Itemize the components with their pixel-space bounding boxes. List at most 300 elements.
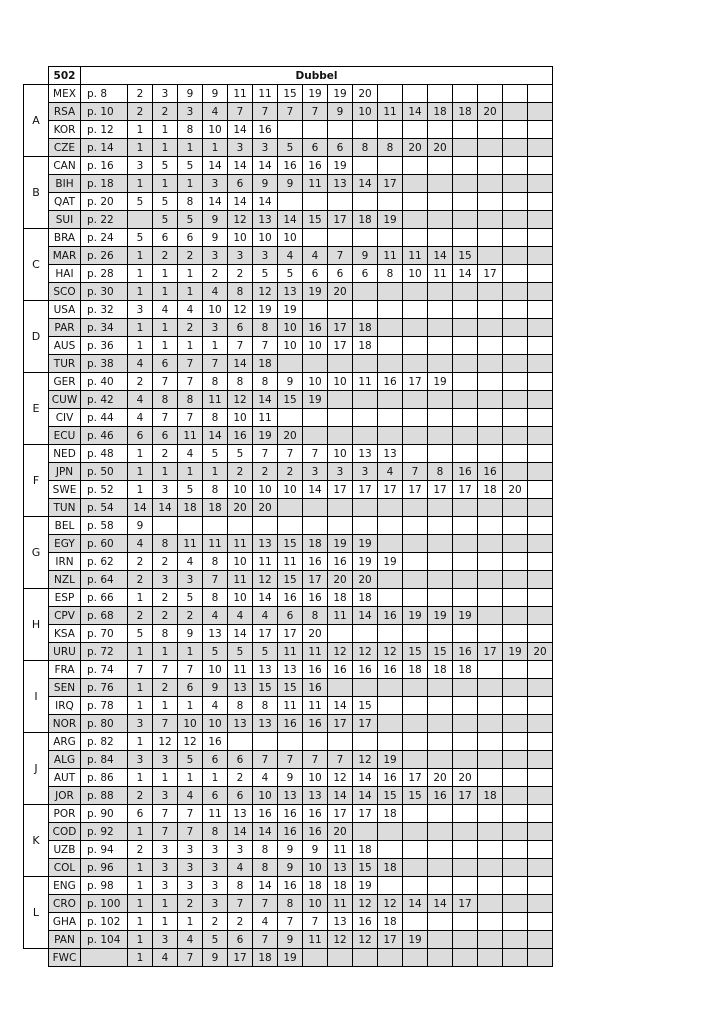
value-cell: 14 bbox=[128, 499, 153, 517]
value-cell: 2 bbox=[253, 463, 278, 481]
value-cell: 9 bbox=[278, 769, 303, 787]
value-cell bbox=[503, 949, 528, 967]
table-row bbox=[24, 661, 553, 679]
value-cell: 20 bbox=[453, 769, 478, 787]
team-code: SWE bbox=[49, 481, 81, 499]
value-cell: 8 bbox=[428, 463, 453, 481]
value-cell: 15 bbox=[303, 211, 328, 229]
value-cell bbox=[453, 499, 478, 517]
value-cell: 15 bbox=[453, 247, 478, 265]
value-cell: 3 bbox=[253, 139, 278, 157]
value-cell bbox=[403, 859, 428, 877]
value-cell: 9 bbox=[203, 211, 228, 229]
value-cell: 4 bbox=[128, 535, 153, 553]
value-cell bbox=[428, 571, 453, 589]
value-cell: 3 bbox=[203, 877, 228, 895]
team-code: URU bbox=[49, 643, 81, 661]
value-cell: 2 bbox=[228, 769, 253, 787]
table-row bbox=[24, 337, 553, 355]
value-cell: 4 bbox=[203, 607, 228, 625]
value-cell: 16 bbox=[253, 121, 278, 139]
value-cell bbox=[503, 571, 528, 589]
value-cell bbox=[453, 355, 478, 373]
table-row bbox=[24, 139, 553, 157]
value-cell: 11 bbox=[203, 805, 228, 823]
value-cell: 19 bbox=[303, 391, 328, 409]
value-cell: 7 bbox=[328, 247, 353, 265]
value-cell bbox=[178, 517, 203, 535]
value-cell bbox=[278, 193, 303, 211]
value-cell: 1 bbox=[178, 769, 203, 787]
value-cell: 9 bbox=[178, 85, 203, 103]
value-cell bbox=[378, 625, 403, 643]
page-ref: p. 74 bbox=[81, 661, 128, 679]
value-cell: 10 bbox=[328, 445, 353, 463]
value-cell: 8 bbox=[253, 841, 278, 859]
value-cell: 9 bbox=[203, 679, 228, 697]
value-cell bbox=[378, 301, 403, 319]
group-label: G bbox=[24, 517, 49, 589]
value-cell: 19 bbox=[353, 553, 378, 571]
value-cell: 14 bbox=[278, 211, 303, 229]
value-cell: 2 bbox=[178, 607, 203, 625]
value-cell bbox=[528, 463, 553, 481]
value-cell bbox=[528, 139, 553, 157]
value-cell bbox=[478, 427, 503, 445]
value-cell: 16 bbox=[278, 805, 303, 823]
value-cell bbox=[453, 949, 478, 967]
value-cell: 1 bbox=[128, 733, 153, 751]
value-cell bbox=[278, 499, 303, 517]
value-cell: 20 bbox=[478, 103, 503, 121]
value-cell bbox=[403, 841, 428, 859]
value-cell: 10 bbox=[278, 229, 303, 247]
value-cell: 17 bbox=[328, 805, 353, 823]
team-code: ESP bbox=[49, 589, 81, 607]
value-cell: 19 bbox=[353, 877, 378, 895]
value-cell bbox=[528, 319, 553, 337]
value-cell: 12 bbox=[353, 751, 378, 769]
value-cell: 17 bbox=[353, 805, 378, 823]
value-cell: 19 bbox=[453, 607, 478, 625]
value-cell bbox=[478, 337, 503, 355]
value-cell bbox=[328, 301, 353, 319]
table-row bbox=[24, 859, 553, 877]
value-cell: 4 bbox=[128, 355, 153, 373]
page-ref: p. 76 bbox=[81, 679, 128, 697]
value-cell: 1 bbox=[153, 139, 178, 157]
value-cell bbox=[378, 823, 403, 841]
value-cell bbox=[378, 733, 403, 751]
value-cell bbox=[503, 859, 528, 877]
value-cell: 17 bbox=[328, 211, 353, 229]
team-code: MAR bbox=[49, 247, 81, 265]
value-cell: 7 bbox=[128, 661, 153, 679]
team-code: GER bbox=[49, 373, 81, 391]
value-cell: 7 bbox=[278, 103, 303, 121]
value-cell: 5 bbox=[178, 157, 203, 175]
value-cell: 7 bbox=[153, 373, 178, 391]
page-ref: p. 34 bbox=[81, 319, 128, 337]
value-cell bbox=[503, 103, 528, 121]
value-cell: 12 bbox=[253, 571, 278, 589]
value-cell: 19 bbox=[503, 643, 528, 661]
value-cell: 17 bbox=[353, 481, 378, 499]
value-cell: 20 bbox=[328, 823, 353, 841]
value-cell: 7 bbox=[153, 715, 178, 733]
value-cell: 18 bbox=[353, 841, 378, 859]
value-cell bbox=[403, 697, 428, 715]
value-cell: 5 bbox=[278, 139, 303, 157]
value-cell: 16 bbox=[278, 823, 303, 841]
value-cell: 8 bbox=[278, 895, 303, 913]
value-cell: 16 bbox=[203, 733, 228, 751]
value-cell: 14 bbox=[303, 481, 328, 499]
value-cell: 12 bbox=[228, 391, 253, 409]
value-cell: 18 bbox=[478, 787, 503, 805]
value-cell: 8 bbox=[178, 193, 203, 211]
value-cell bbox=[503, 445, 528, 463]
value-cell: 5 bbox=[178, 589, 203, 607]
table-row bbox=[24, 481, 553, 499]
value-cell bbox=[428, 409, 453, 427]
value-cell: 1 bbox=[153, 337, 178, 355]
value-cell bbox=[528, 751, 553, 769]
value-cell bbox=[453, 553, 478, 571]
value-cell bbox=[328, 499, 353, 517]
value-cell: 18 bbox=[378, 913, 403, 931]
value-cell bbox=[503, 157, 528, 175]
team-code: NED bbox=[49, 445, 81, 463]
value-cell bbox=[403, 571, 428, 589]
value-cell bbox=[378, 337, 403, 355]
value-cell bbox=[403, 427, 428, 445]
page-ref: p. 82 bbox=[81, 733, 128, 751]
value-cell: 11 bbox=[278, 643, 303, 661]
value-cell bbox=[478, 517, 503, 535]
value-cell: 20 bbox=[328, 571, 353, 589]
value-cell: 1 bbox=[128, 463, 153, 481]
value-cell bbox=[353, 499, 378, 517]
value-cell bbox=[528, 337, 553, 355]
value-cell: 7 bbox=[303, 913, 328, 931]
value-cell: 6 bbox=[303, 265, 328, 283]
team-code: UZB bbox=[49, 841, 81, 859]
table-row bbox=[24, 175, 553, 193]
value-cell bbox=[503, 913, 528, 931]
value-cell bbox=[528, 733, 553, 751]
value-cell: 16 bbox=[353, 913, 378, 931]
value-cell: 2 bbox=[128, 553, 153, 571]
value-cell bbox=[528, 535, 553, 553]
value-cell: 11 bbox=[328, 895, 353, 913]
value-cell: 5 bbox=[278, 265, 303, 283]
table-row bbox=[24, 895, 553, 913]
value-cell bbox=[278, 355, 303, 373]
value-cell: 1 bbox=[128, 139, 153, 157]
value-cell: 1 bbox=[128, 265, 153, 283]
value-cell bbox=[428, 193, 453, 211]
value-cell bbox=[428, 517, 453, 535]
value-cell: 1 bbox=[128, 337, 153, 355]
value-cell: 8 bbox=[378, 139, 403, 157]
value-cell: 4 bbox=[228, 607, 253, 625]
value-cell bbox=[503, 841, 528, 859]
value-cell: 8 bbox=[303, 607, 328, 625]
table-row bbox=[24, 805, 553, 823]
value-cell: 17 bbox=[378, 481, 403, 499]
value-cell: 10 bbox=[328, 373, 353, 391]
value-cell: 15 bbox=[278, 571, 303, 589]
table-row bbox=[24, 517, 553, 535]
value-cell bbox=[478, 913, 503, 931]
value-cell bbox=[528, 157, 553, 175]
value-cell bbox=[453, 373, 478, 391]
value-cell: 8 bbox=[203, 481, 228, 499]
group-label: H bbox=[24, 589, 49, 661]
value-cell: 18 bbox=[303, 535, 328, 553]
team-code: CUW bbox=[49, 391, 81, 409]
team-code: USA bbox=[49, 301, 81, 319]
value-cell: 3 bbox=[128, 157, 153, 175]
group-label: B bbox=[24, 157, 49, 229]
value-cell: 8 bbox=[253, 859, 278, 877]
value-cell bbox=[403, 175, 428, 193]
value-cell: 14 bbox=[253, 877, 278, 895]
value-cell: 4 bbox=[253, 913, 278, 931]
value-cell bbox=[403, 949, 428, 967]
value-cell: 3 bbox=[228, 841, 253, 859]
value-cell bbox=[478, 283, 503, 301]
value-cell: 15 bbox=[278, 535, 303, 553]
value-cell bbox=[378, 697, 403, 715]
value-cell: 8 bbox=[153, 391, 178, 409]
value-cell: 17 bbox=[353, 715, 378, 733]
value-cell bbox=[428, 175, 453, 193]
value-cell: 1 bbox=[178, 913, 203, 931]
value-cell: 2 bbox=[153, 553, 178, 571]
value-cell bbox=[503, 805, 528, 823]
value-cell bbox=[528, 625, 553, 643]
value-cell: 2 bbox=[178, 247, 203, 265]
value-cell: 13 bbox=[328, 859, 353, 877]
value-cell: 1 bbox=[128, 823, 153, 841]
value-cell bbox=[403, 517, 428, 535]
value-cell: 13 bbox=[303, 787, 328, 805]
value-cell: 20 bbox=[228, 499, 253, 517]
value-cell bbox=[528, 265, 553, 283]
page-ref: p. 92 bbox=[81, 823, 128, 841]
table-row bbox=[24, 193, 553, 211]
value-cell bbox=[478, 877, 503, 895]
table-row bbox=[24, 499, 553, 517]
team-code: HAI bbox=[49, 265, 81, 283]
value-cell bbox=[453, 805, 478, 823]
value-cell bbox=[528, 715, 553, 733]
value-cell: 1 bbox=[153, 463, 178, 481]
table-row bbox=[24, 823, 553, 841]
page-ref: p. 14 bbox=[81, 139, 128, 157]
value-cell bbox=[528, 607, 553, 625]
table-row bbox=[24, 913, 553, 931]
value-cell bbox=[403, 283, 428, 301]
value-cell bbox=[428, 697, 453, 715]
value-cell bbox=[428, 859, 453, 877]
value-cell bbox=[453, 283, 478, 301]
value-cell: 4 bbox=[178, 553, 203, 571]
value-cell bbox=[403, 445, 428, 463]
value-cell bbox=[428, 679, 453, 697]
value-cell: 19 bbox=[278, 949, 303, 967]
value-cell: 3 bbox=[153, 481, 178, 499]
value-cell: 13 bbox=[378, 445, 403, 463]
value-cell: 4 bbox=[178, 931, 203, 949]
value-cell: 8 bbox=[178, 391, 203, 409]
value-cell: 5 bbox=[153, 193, 178, 211]
value-cell: 14 bbox=[328, 697, 353, 715]
value-cell bbox=[503, 463, 528, 481]
value-cell: 7 bbox=[153, 823, 178, 841]
value-cell bbox=[528, 85, 553, 103]
value-cell: 11 bbox=[178, 427, 203, 445]
value-cell: 19 bbox=[378, 211, 403, 229]
value-cell: 8 bbox=[378, 265, 403, 283]
value-cell bbox=[478, 571, 503, 589]
value-cell: 18 bbox=[428, 103, 453, 121]
value-cell: 9 bbox=[203, 229, 228, 247]
value-cell: 8 bbox=[228, 283, 253, 301]
value-cell: 7 bbox=[228, 337, 253, 355]
value-cell bbox=[328, 355, 353, 373]
value-cell bbox=[528, 769, 553, 787]
value-cell: 10 bbox=[228, 409, 253, 427]
value-cell: 18 bbox=[328, 589, 353, 607]
table-row bbox=[24, 121, 553, 139]
value-cell: 3 bbox=[203, 175, 228, 193]
value-cell: 1 bbox=[128, 445, 153, 463]
value-cell: 1 bbox=[128, 247, 153, 265]
value-cell bbox=[428, 337, 453, 355]
value-cell: 16 bbox=[303, 661, 328, 679]
value-cell: 1 bbox=[153, 175, 178, 193]
value-cell: 8 bbox=[203, 373, 228, 391]
value-cell bbox=[503, 301, 528, 319]
value-cell: 7 bbox=[328, 751, 353, 769]
value-cell: 5 bbox=[178, 751, 203, 769]
value-cell: 8 bbox=[253, 373, 278, 391]
value-cell: 14 bbox=[353, 769, 378, 787]
value-cell: 20 bbox=[503, 481, 528, 499]
value-cell: 4 bbox=[178, 445, 203, 463]
value-cell bbox=[403, 589, 428, 607]
value-cell bbox=[428, 715, 453, 733]
value-cell: 18 bbox=[453, 661, 478, 679]
value-cell: 6 bbox=[178, 229, 203, 247]
value-cell bbox=[478, 391, 503, 409]
value-cell bbox=[478, 229, 503, 247]
value-cell: 14 bbox=[253, 823, 278, 841]
value-cell: 11 bbox=[203, 391, 228, 409]
value-cell bbox=[503, 319, 528, 337]
value-cell: 12 bbox=[253, 283, 278, 301]
value-cell: 8 bbox=[228, 877, 253, 895]
value-cell bbox=[403, 391, 428, 409]
value-cell bbox=[503, 697, 528, 715]
value-cell: 4 bbox=[203, 697, 228, 715]
value-cell bbox=[528, 409, 553, 427]
value-cell: 10 bbox=[353, 103, 378, 121]
value-cell bbox=[453, 427, 478, 445]
page-ref: p. 64 bbox=[81, 571, 128, 589]
value-cell bbox=[303, 193, 328, 211]
value-cell bbox=[428, 391, 453, 409]
value-cell bbox=[453, 445, 478, 463]
header-title: Dubbel bbox=[81, 67, 553, 85]
value-cell: 3 bbox=[178, 859, 203, 877]
value-cell: 17 bbox=[303, 571, 328, 589]
value-cell: 8 bbox=[153, 535, 178, 553]
value-cell: 7 bbox=[303, 103, 328, 121]
value-cell bbox=[303, 121, 328, 139]
value-cell: 20 bbox=[353, 571, 378, 589]
value-cell: 6 bbox=[228, 751, 253, 769]
table-row bbox=[24, 697, 553, 715]
value-cell: 6 bbox=[303, 139, 328, 157]
value-cell bbox=[403, 625, 428, 643]
value-cell: 8 bbox=[203, 589, 228, 607]
value-cell: 17 bbox=[453, 481, 478, 499]
value-cell bbox=[478, 589, 503, 607]
value-cell bbox=[353, 733, 378, 751]
value-cell bbox=[503, 85, 528, 103]
team-code: JPN bbox=[49, 463, 81, 481]
value-cell bbox=[303, 733, 328, 751]
value-cell bbox=[528, 229, 553, 247]
value-cell bbox=[453, 913, 478, 931]
value-cell: 4 bbox=[228, 859, 253, 877]
value-cell: 10 bbox=[228, 481, 253, 499]
value-cell: 14 bbox=[203, 193, 228, 211]
value-cell: 10 bbox=[228, 229, 253, 247]
table-row bbox=[24, 229, 553, 247]
value-cell: 1 bbox=[203, 769, 228, 787]
value-cell bbox=[378, 499, 403, 517]
page-ref: p. 30 bbox=[81, 283, 128, 301]
value-cell: 6 bbox=[328, 265, 353, 283]
value-cell: 2 bbox=[228, 913, 253, 931]
value-cell: 15 bbox=[353, 859, 378, 877]
value-cell bbox=[378, 157, 403, 175]
value-cell: 10 bbox=[278, 481, 303, 499]
value-cell: 8 bbox=[203, 823, 228, 841]
value-cell: 7 bbox=[178, 661, 203, 679]
value-cell: 2 bbox=[203, 913, 228, 931]
value-cell: 4 bbox=[303, 247, 328, 265]
value-cell bbox=[478, 769, 503, 787]
value-cell bbox=[328, 391, 353, 409]
value-cell bbox=[503, 211, 528, 229]
header-code: 502 bbox=[49, 67, 81, 85]
value-cell bbox=[403, 157, 428, 175]
value-cell: 18 bbox=[328, 877, 353, 895]
value-cell: 2 bbox=[153, 607, 178, 625]
value-cell bbox=[528, 427, 553, 445]
value-cell: 10 bbox=[228, 589, 253, 607]
value-cell: 18 bbox=[253, 949, 278, 967]
value-cell bbox=[403, 337, 428, 355]
value-cell bbox=[328, 427, 353, 445]
value-cell: 18 bbox=[403, 661, 428, 679]
